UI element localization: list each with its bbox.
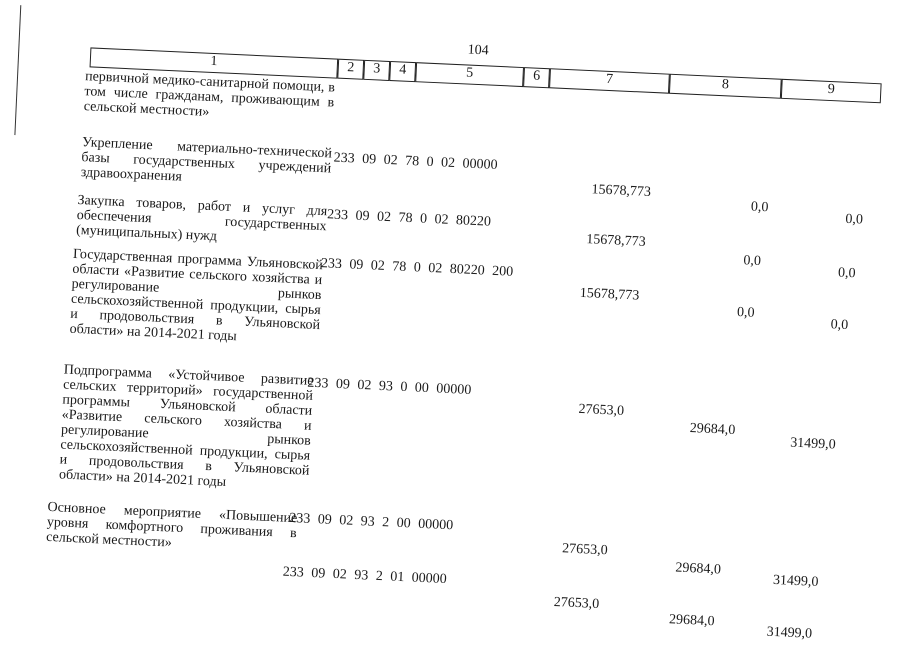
row-description: Государственная программа Ульяновской области «Развитие сельского хозяйства и регулирование рынков сельскохозяйственной продукции, сырья и продовольствия в Ульяновской области» на 2014-2021 годы: [69, 246, 324, 345]
row-code: 233 09 02 78 0 02 80220 200: [320, 256, 514, 280]
row-value-col8: 0,0: [743, 253, 762, 270]
row-description: Подпрограмма «Устойчивое развитие сельских территорий» государственной программы Ульяновской области «Развитие сельского хозяйства и регулирование рынков сельскохозяйственной продукции, сырья и продовольствия в Ульяновской области» на 2014-2021 годы: [58, 362, 314, 490]
header-col-8: 8: [669, 74, 782, 99]
row-code: 233 09 02 93 2 01 00000: [282, 564, 448, 588]
row-value-col8: 29684,0: [689, 420, 736, 439]
row-value-col8: 29684,0: [675, 560, 722, 578]
header-col-6: 6: [523, 67, 550, 88]
row-code: 233 09 02 78 0 02 00000: [333, 150, 498, 173]
row-value-col7: 27653,0: [561, 541, 608, 559]
header-col-1: 1: [90, 47, 339, 78]
row-description: первичной медико-санитарной помощи, в том числе гражданам, проживающим в сельской местности»: [83, 69, 336, 120]
header-col-2: 2: [337, 59, 364, 80]
row-value-col9: 31499,0: [766, 624, 813, 642]
row-value-col7: 15678,773: [591, 182, 652, 200]
row-value-col9: 0,0: [837, 265, 856, 282]
header-col-7: 7: [549, 68, 670, 93]
row-code: 233 09 02 93 2 00 00000: [288, 510, 454, 534]
row-description: Закупка товаров, работ и услуг для обеспечения государственных (муниципальных) нужд: [75, 192, 328, 245]
row-value-col9: 31499,0: [789, 435, 837, 453]
header-col-5: 5: [415, 62, 524, 87]
row-value-col9: 0,0: [845, 211, 864, 228]
row-value-col8: 29684,0: [668, 612, 715, 630]
row-value-col7: 27653,0: [553, 594, 600, 613]
row-value-col7: 15678,773: [579, 285, 640, 304]
row-value-col9: 0,0: [830, 317, 849, 334]
row-code: 233 09 02 93 0 00 00000: [307, 375, 472, 399]
row-description: Основное мероприятие «Повышение уровня комфортного проживания в сельской местности»: [45, 499, 298, 551]
header-col-9: 9: [781, 79, 882, 104]
row-value-col9: 31499,0: [772, 572, 819, 590]
row-description: Укрепление материально-технической базы государственных учреждений здравоохранения: [80, 135, 333, 185]
row-code: 233 09 02 78 0 02 80220: [326, 207, 492, 230]
scan-edge-line: [14, 5, 21, 135]
row-value-col7: 27653,0: [578, 401, 625, 419]
row-value-col8: 0,0: [736, 305, 755, 321]
header-col-4: 4: [389, 61, 416, 82]
row-value-col8: 0,0: [750, 199, 769, 216]
page-number: 104: [467, 42, 490, 59]
row-value-col7: 15678,773: [585, 232, 647, 250]
header-col-3: 3: [363, 60, 390, 81]
